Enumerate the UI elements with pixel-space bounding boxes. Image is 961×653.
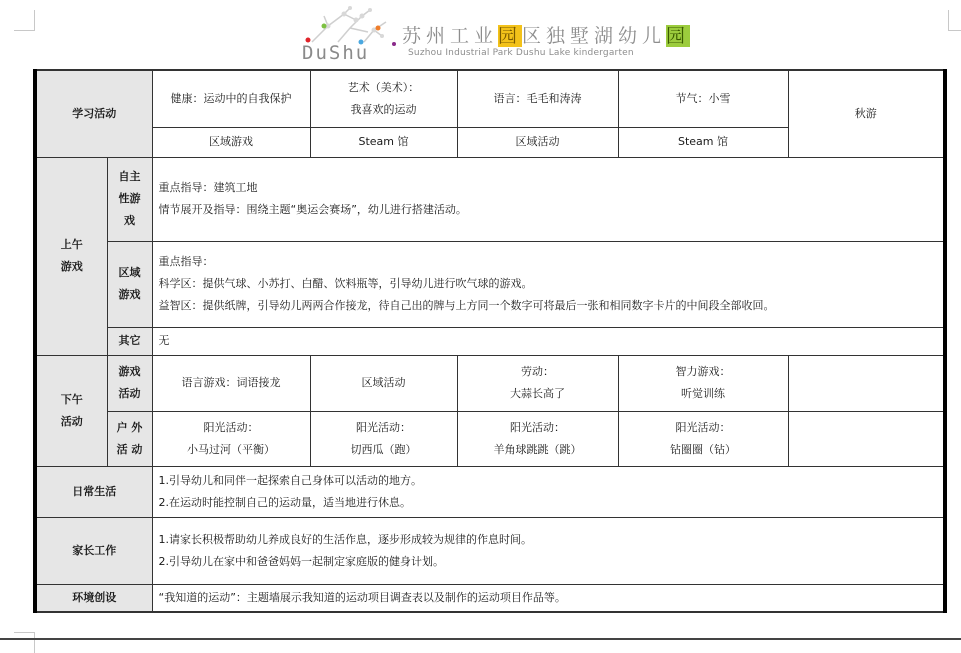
cell-line: 阳光活动： bbox=[356, 420, 411, 434]
study-area-activity: 区域活动 bbox=[457, 127, 618, 157]
study-steam-1: Steam 馆 bbox=[310, 127, 457, 157]
cell-line: 阳光活动： bbox=[203, 420, 259, 434]
daily-life-label: 日常生活 bbox=[35, 466, 152, 517]
label-line: 游戏 bbox=[118, 288, 141, 301]
label-line: 游戏 bbox=[60, 260, 83, 273]
page-corner-mark-bottom-left bbox=[14, 632, 35, 653]
games-label bbox=[107, 355, 152, 411]
label-line: 下午 bbox=[60, 392, 83, 406]
label-line: 区域 bbox=[118, 266, 141, 279]
study-art bbox=[310, 70, 457, 127]
outdoor-cell-5 bbox=[788, 411, 945, 466]
area-play-content bbox=[152, 241, 945, 327]
content-line: 重点指导：建筑工地 bbox=[158, 181, 258, 194]
cell-line: 钻圈圈（钻） bbox=[670, 442, 736, 456]
study-solar-term: 节气：小雪 bbox=[618, 70, 788, 127]
label-line: 自主 bbox=[118, 170, 141, 183]
content-line: 科学区：提供气球、小苏打、白醋、饮料瓶等，引导幼儿进行吹气球的游戏。 bbox=[158, 277, 533, 290]
environment-content: “我知道的运动”：主题墙展示我知道的运动项目调查表以及制作的运动项目作品等。 bbox=[152, 584, 945, 612]
label-line: 户 外 bbox=[116, 420, 143, 434]
games-cell-3 bbox=[457, 355, 618, 411]
logo-text: DuShu bbox=[302, 42, 370, 64]
label-line: 活动 bbox=[60, 414, 83, 428]
content-line: 1.请家长积极帮助幼儿养成良好的生活作息，逐步形成较为规律的作息时间。 bbox=[158, 532, 532, 546]
cell-line: 区域活动 bbox=[361, 376, 406, 389]
daily-life-row bbox=[35, 466, 945, 517]
cell-line: 劳动： bbox=[521, 365, 554, 378]
study-label: 学习活动 bbox=[35, 70, 152, 157]
other-content: 无 bbox=[152, 327, 945, 355]
cell-line: 智力游戏： bbox=[675, 365, 731, 378]
label-line: 活 动 bbox=[116, 442, 143, 456]
outdoor-cell-1 bbox=[152, 411, 310, 466]
free-play-label bbox=[107, 157, 152, 241]
cell-line: 语言游戏：词语接龙 bbox=[181, 376, 281, 389]
study-autumn-outing: 秋游 bbox=[788, 70, 945, 157]
cell-line: 阳光活动： bbox=[675, 420, 731, 434]
cell-line: 阳光活动： bbox=[510, 420, 565, 434]
study-row-1 bbox=[35, 70, 945, 127]
morning-other-row bbox=[35, 327, 945, 355]
parents-label: 家长工作 bbox=[35, 517, 152, 584]
area-play-label bbox=[107, 241, 152, 327]
outdoor-label bbox=[107, 411, 152, 466]
afternoon-outdoor-row bbox=[35, 411, 945, 466]
parents-row bbox=[35, 517, 945, 584]
games-cell-1 bbox=[152, 355, 310, 411]
study-area-game: 区域游戏 bbox=[152, 127, 310, 157]
label-line: 戏 bbox=[124, 214, 135, 227]
cell-line: 切西瓜（跑） bbox=[350, 442, 417, 456]
content-line: 2.引导幼儿在家中和爸爸妈妈一起制定家庭版的健身计划。 bbox=[158, 554, 444, 568]
games-cell-4 bbox=[618, 355, 788, 411]
study-health: 健康：运动中的自我保护 bbox=[152, 70, 310, 127]
environment-row bbox=[35, 584, 945, 612]
outdoor-cell-4 bbox=[618, 411, 788, 466]
label-line: 活动 bbox=[118, 387, 141, 400]
morning-area-play-row bbox=[35, 241, 945, 327]
kindergarten-logo-icon bbox=[298, 6, 402, 64]
content-line: 2.在运动时能控制自己的运动量，适当地进行休息。 bbox=[158, 495, 411, 509]
title-part-highlight: 园 bbox=[498, 25, 523, 47]
content-line: 益智区：提供纸牌，引导幼儿两两合作接龙，待自己出的牌与上方同一个数字可将最后一张和相同数字卡片的中间段全部收回。 bbox=[158, 299, 775, 312]
title-part-highlight: 园 bbox=[666, 25, 691, 47]
study-language: 语言：毛毛和涛涛 bbox=[457, 70, 618, 127]
content-line: 重点指导： bbox=[158, 255, 214, 268]
kindergarten-name-en: Suzhou Industrial Park Dushu Lake kindergarten bbox=[408, 48, 634, 58]
games-cell-5 bbox=[788, 355, 945, 411]
label-line: 游戏 bbox=[118, 365, 141, 378]
title-part: 区独墅湖幼儿 bbox=[522, 25, 667, 47]
title-part: 苏州工业 bbox=[402, 25, 499, 47]
content-line: 1.引导幼儿和同伴一起探索自己身体可以活动的地方。 bbox=[158, 473, 422, 487]
parents-content bbox=[152, 517, 945, 584]
environment-label: 环境创设 bbox=[35, 584, 152, 612]
afternoon-label bbox=[35, 355, 107, 466]
page-corner-mark-top-right bbox=[948, 10, 961, 31]
outdoor-cell-2 bbox=[310, 411, 457, 466]
morning-free-play-row bbox=[35, 157, 945, 241]
daily-life-content bbox=[152, 466, 945, 517]
cell-line: 大蒜长高了 bbox=[510, 387, 565, 400]
outdoor-cell-3 bbox=[457, 411, 618, 466]
study-steam-2: Steam 馆 bbox=[618, 127, 788, 157]
cell-line: 听觉训练 bbox=[681, 387, 725, 400]
page-header bbox=[298, 6, 718, 64]
cell-line: 我喜欢的运动 bbox=[350, 102, 417, 116]
cell-line: 羊角球跳跳（跳） bbox=[493, 442, 582, 456]
morning-label bbox=[35, 157, 107, 355]
afternoon-games-row bbox=[35, 355, 945, 411]
kindergarten-name-cn bbox=[402, 21, 690, 48]
page-corner-mark-top-left bbox=[14, 10, 35, 31]
other-label: 其它 bbox=[107, 327, 152, 355]
cell-line: 小马过河（平衡） bbox=[187, 442, 275, 456]
label-line: 性游 bbox=[118, 192, 141, 205]
weekly-plan-table bbox=[33, 69, 947, 613]
content-line: 情节展开及指导：围绕主题“奥运会赛场”，幼儿进行搭建活动。 bbox=[158, 203, 467, 216]
games-cell-2 bbox=[310, 355, 457, 411]
label-line: 上午 bbox=[60, 238, 83, 251]
cell-line: 艺术（美术）： bbox=[347, 80, 420, 94]
free-play-content bbox=[152, 157, 945, 241]
